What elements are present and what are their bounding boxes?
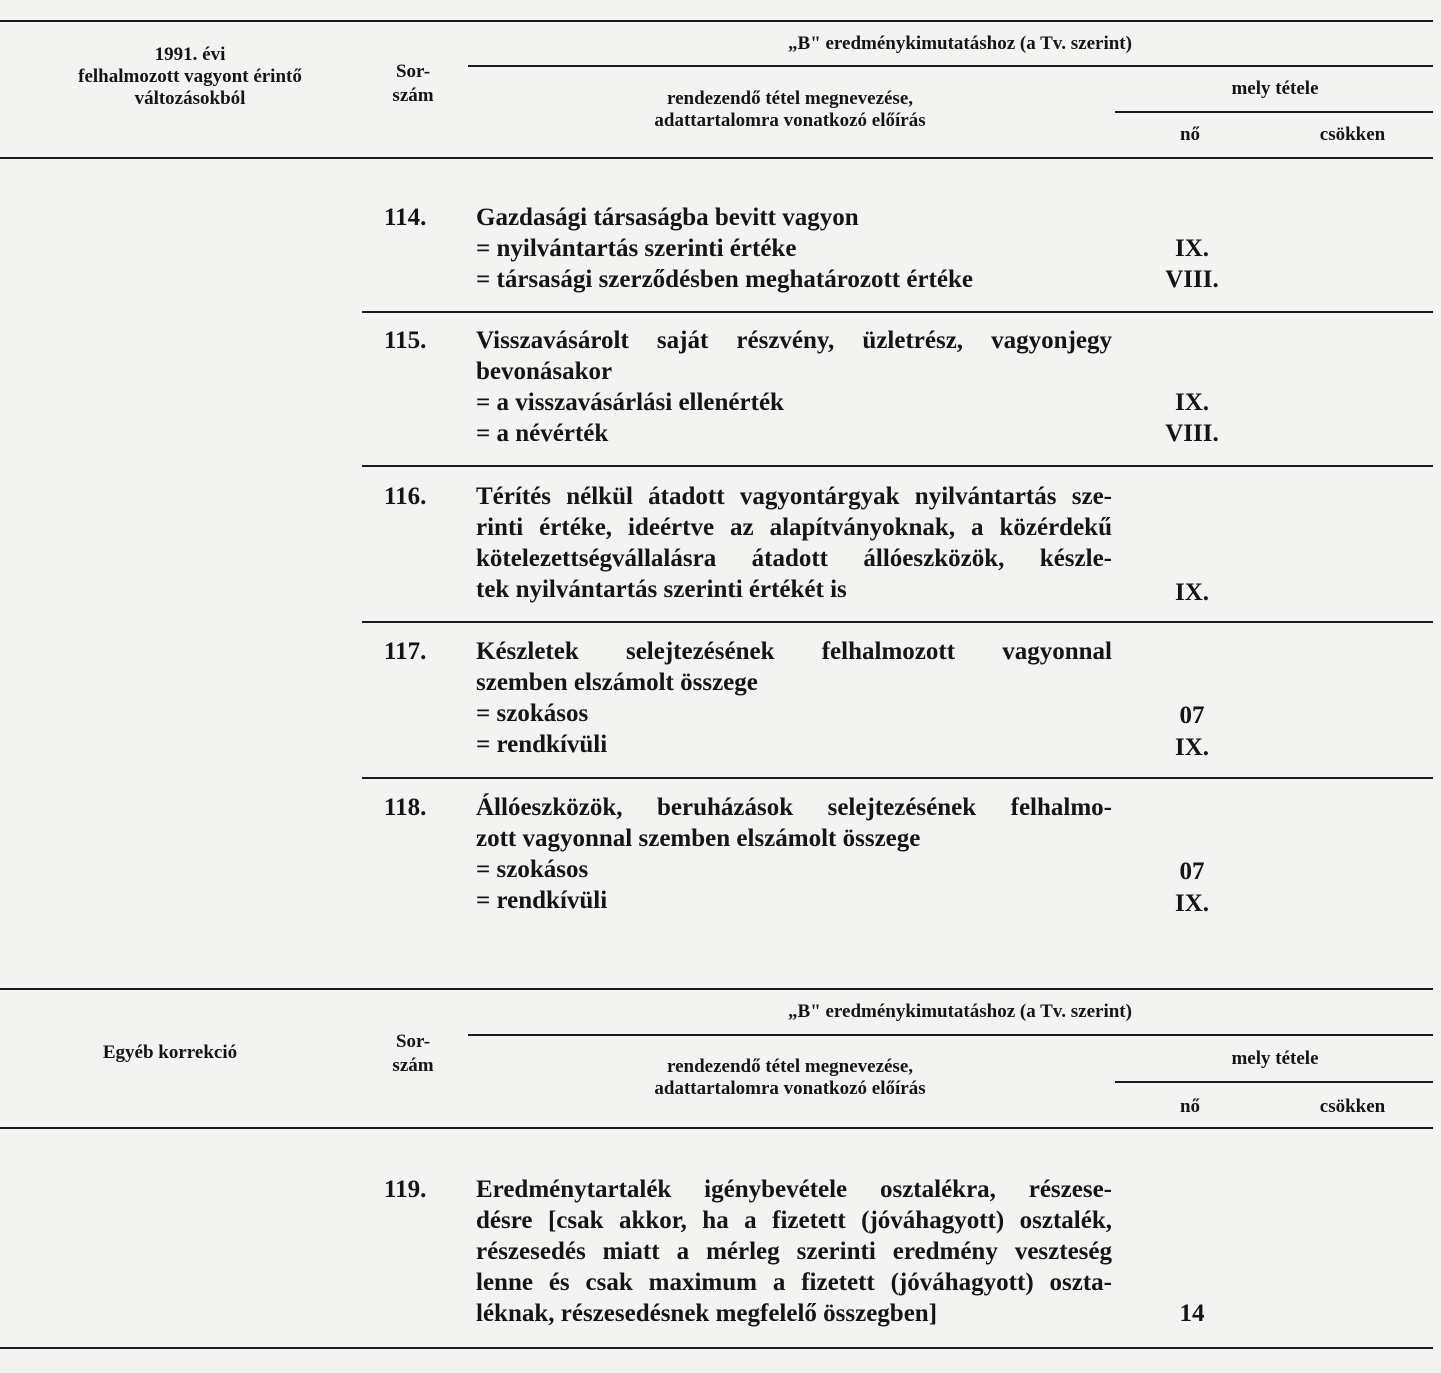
item-description (476, 1174, 1112, 1329)
header2-szam-line: szám (392, 1055, 434, 1076)
item-code: IX. (1174, 579, 1210, 606)
header2-sor-line: Sor- (395, 1031, 431, 1052)
header2-rendezendo-line-1: rendezendő tétel megnevezése, (666, 1056, 914, 1077)
header1-rendezendo-line-2: adattartalomra vonatkozó előírás (654, 110, 926, 131)
item-text-line: léknak, részesedésnek megfelelő összegben] (476, 1300, 938, 1327)
item-description (476, 481, 1112, 605)
item-description (476, 792, 1112, 916)
header1-b-title: „B" eredménykimutatáshoz (a Tv. szerint) (788, 33, 1132, 54)
item-text-line: szemben elszámolt összege (476, 669, 758, 696)
header1-csokken: csökken (1319, 124, 1386, 145)
item-text-line: = társasági szerződésben meghatározott értéke (476, 266, 973, 293)
header2-csokken: csökken (1319, 1096, 1386, 1117)
header1-rendezendo-line-1: rendezendő tétel megnevezése, (666, 88, 914, 109)
item-number: 114. (384, 204, 427, 231)
item-separator (362, 311, 1433, 313)
item-code: IX. (1174, 389, 1210, 416)
item-text-line: = nyilvántartás szerinti értéke (476, 235, 797, 262)
item-text-line: Állóeszközök, beruházások selejtezésének felhalmo- (476, 794, 1112, 821)
item-code: VIII. (1165, 420, 1219, 447)
item-text-line: Térítés nélkül átadott vagyontárgyak nyilvántartás sze- (476, 483, 1112, 510)
header1-left-column-title (40, 44, 340, 110)
item-text-line: Gazdasági társaságba bevitt vagyon (476, 204, 859, 231)
item-text-line: = szokásos (476, 856, 589, 883)
header1-sor-line: Sor- (395, 61, 431, 82)
header2-bottom-rule (0, 1127, 1433, 1129)
header2-b-rule (468, 1034, 1433, 1036)
item-number: 116. (384, 483, 427, 510)
item-description (476, 636, 1112, 760)
header1-left-line-1: 1991. évi (154, 44, 226, 65)
item-description (476, 202, 1112, 295)
item-separator (362, 777, 1433, 779)
item-number: 119. (384, 1176, 427, 1203)
header1-no: nő (1179, 124, 1201, 145)
item-text-line: tek nyilvántartás szerinti értékét is (476, 576, 847, 603)
header1-rendezendo (560, 88, 1020, 132)
item-separator (362, 465, 1433, 467)
header1-sor-szam (378, 60, 448, 108)
item-text-line: Készletek selejtezésének felhalmozott vagyonnal (476, 638, 1112, 665)
item-separator (362, 621, 1433, 623)
item-text-line: = rendkívüli (476, 887, 608, 914)
header2-mely-rule (1115, 1081, 1433, 1083)
header1-top-rule (0, 20, 1433, 22)
header1-mely-rule (1115, 111, 1433, 113)
page-bottom-rule (0, 1347, 1433, 1349)
header2-rendezendo-line-2: adattartalomra vonatkozó előírás (654, 1078, 926, 1099)
item-text-line: Visszavásárolt saját részvény, üzletrész, vagyonjegy (476, 327, 1112, 354)
header2-rendezendo (560, 1056, 1020, 1100)
item-text-line: = a névérték (476, 420, 609, 447)
item-text-line: részesedés miatt a mérleg szerinti eredmény veszteség (476, 1238, 1112, 1265)
item-text-line: désre [csak akkor, ha a fizetett (jóváhagyott) osztalék, (476, 1207, 1112, 1234)
header2-mely-tetele: mely tétele (1231, 1048, 1319, 1069)
header1-b-rule (468, 65, 1433, 67)
item-text-line: = rendkívüli (476, 731, 608, 758)
item-number: 117. (384, 638, 427, 665)
item-code: 07 (1179, 702, 1205, 729)
header2-no: nő (1179, 1096, 1201, 1117)
item-code: IX. (1174, 890, 1210, 917)
item-text-line: rinti értéke, ideértve az alapítványoknak, a közérdekű (476, 514, 1112, 541)
item-text-line: Eredménytartalék igénybevétele osztalékra, részese- (476, 1176, 1112, 1203)
item-description (476, 325, 1112, 449)
item-text-line: bevonásakor (476, 358, 613, 385)
item-code: IX. (1174, 734, 1210, 761)
header1-szam-line: szám (392, 85, 434, 106)
header1-mely-tetele: mely tétele (1231, 78, 1319, 99)
item-code: 14 (1179, 1300, 1205, 1327)
item-text-line: = szokásos (476, 700, 589, 727)
item-number: 115. (384, 327, 427, 354)
header1-left-line-3: változásokból (134, 88, 246, 109)
header1-left-line-2: felhalmozott vagyont érintő (78, 66, 302, 87)
header2-top-rule (0, 988, 1433, 990)
item-code: VIII. (1165, 266, 1219, 293)
item-text-line: zott vagyonnal szemben elszámolt összege (476, 825, 921, 852)
item-number: 118. (384, 794, 427, 821)
item-code: 07 (1179, 858, 1205, 885)
item-text-line: lenne és csak maximum a fizetett (jóváhagyott) oszta- (476, 1269, 1112, 1296)
header2-left-column-title: Egyéb korrekció (102, 1042, 238, 1063)
header2-b-title: „B" eredménykimutatáshoz (a Tv. szerint) (788, 1001, 1132, 1022)
header2-sor-szam (378, 1030, 448, 1078)
item-text-line: kötelezettségvállalásra átadott állóeszközök, készle- (476, 545, 1112, 572)
header1-bottom-rule (0, 157, 1433, 159)
item-code: IX. (1174, 235, 1210, 262)
item-text-line: = a visszavásárlási ellenérték (476, 389, 784, 416)
